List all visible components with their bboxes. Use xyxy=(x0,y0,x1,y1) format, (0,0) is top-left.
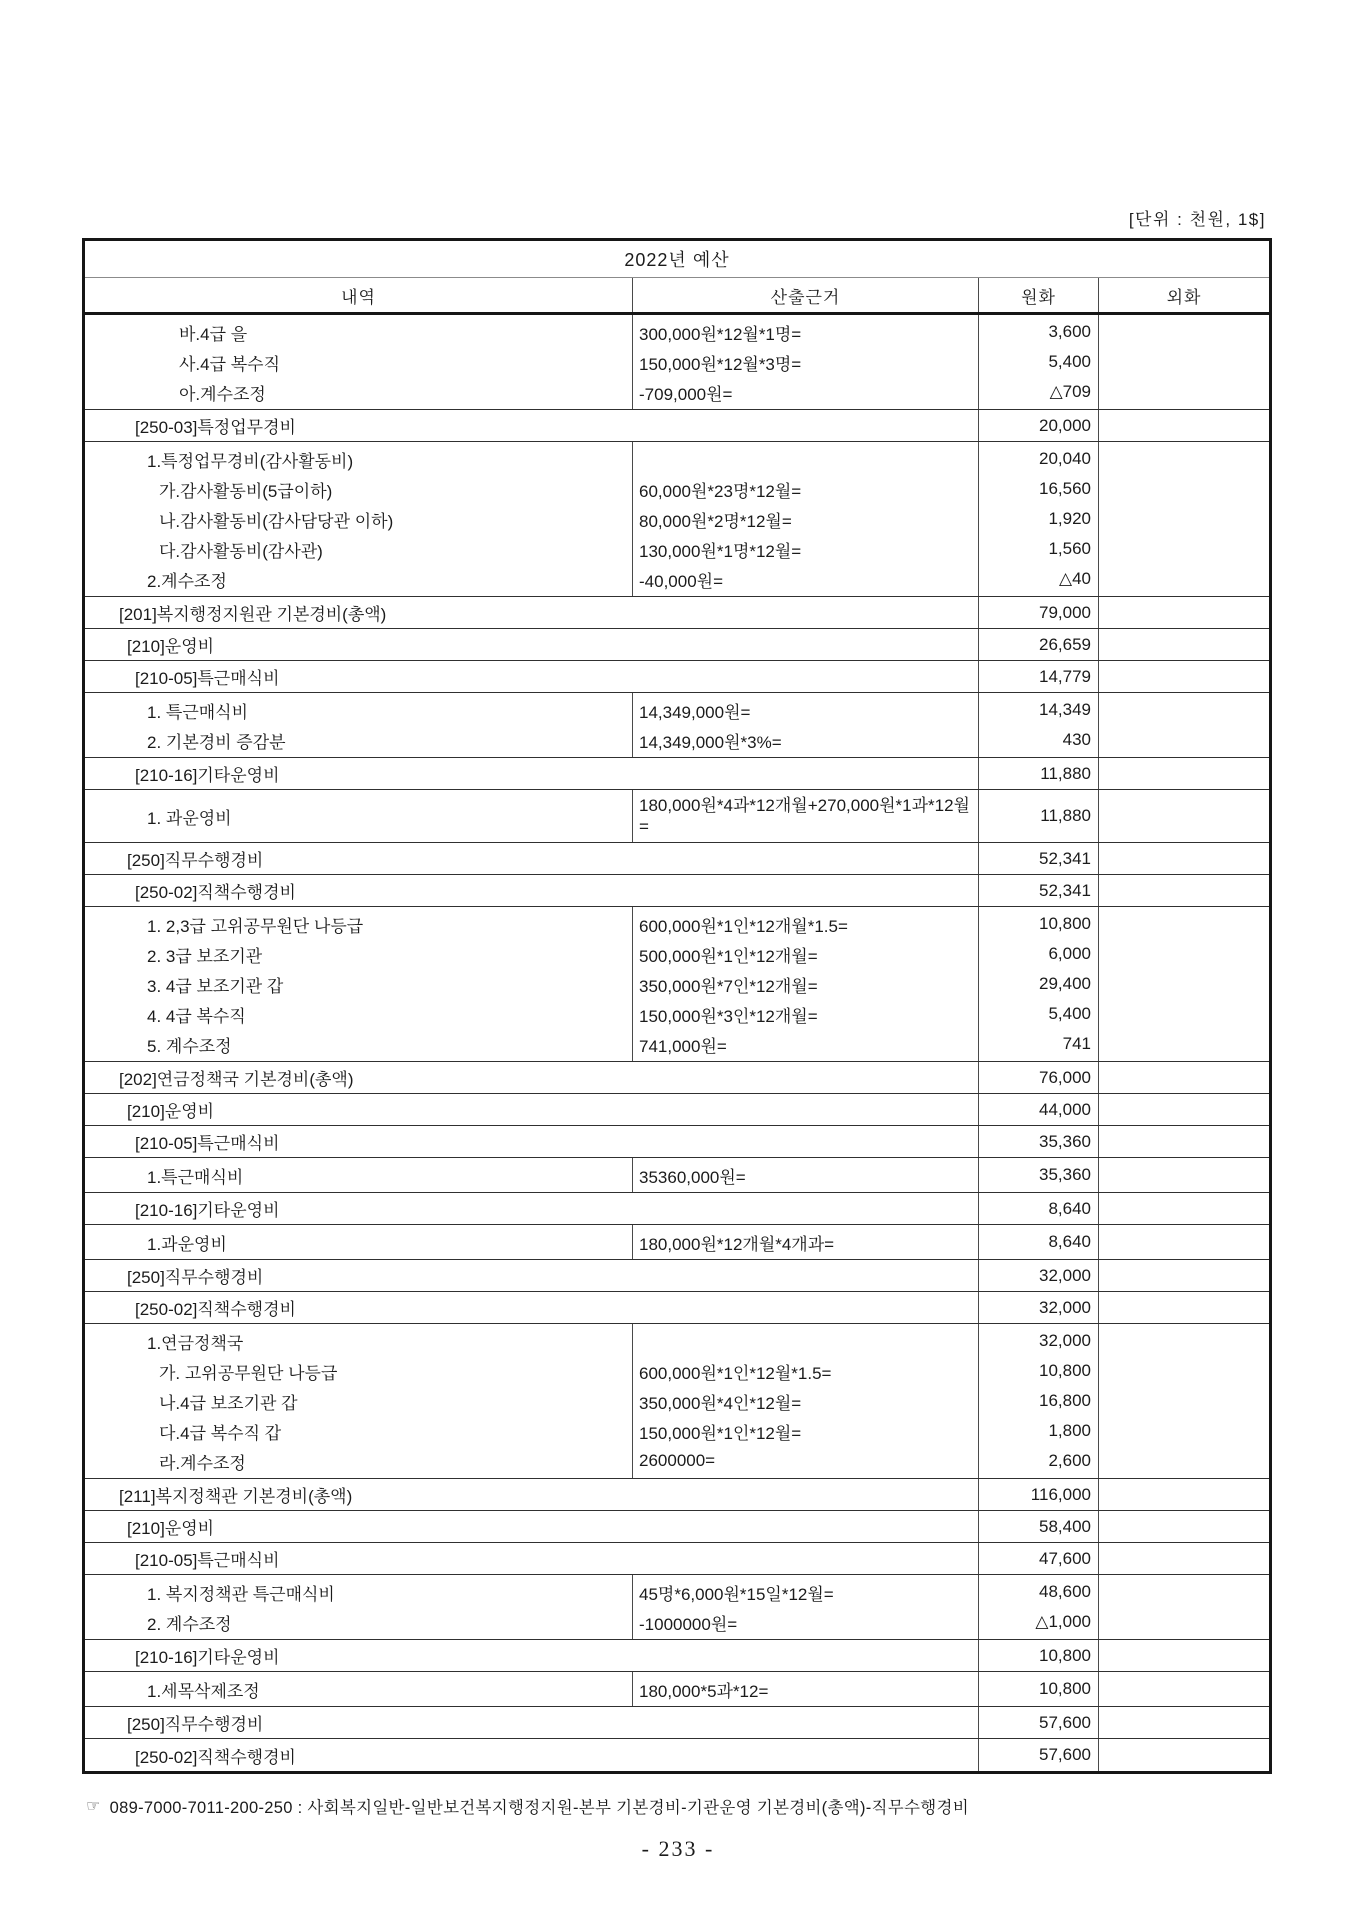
krw-line: 10,800 xyxy=(1039,1679,1091,1698)
krw-line: △1,000 xyxy=(1035,1612,1091,1631)
column-header-basis: 산출근거 xyxy=(633,278,979,312)
group-row xyxy=(85,1158,1269,1193)
section-label: [210-16]기타운영비 xyxy=(85,1640,979,1671)
section-label: [202]연금정책국 기본경비(총액) xyxy=(85,1062,979,1093)
fx-line xyxy=(1099,1607,1269,1637)
item-line: 1. 복지정책관 특근매식비 xyxy=(147,1584,335,1604)
section-label: [211]복지정책관 기본경비(총액) xyxy=(85,1479,979,1510)
fx-line xyxy=(1099,725,1269,755)
fx-cell xyxy=(1099,1739,1269,1771)
section-row xyxy=(85,661,1269,693)
krw-value: 52,341 xyxy=(979,875,1099,906)
krw-line: 48,600 xyxy=(1039,1582,1091,1601)
basis-column xyxy=(633,1672,979,1706)
fx-cell xyxy=(1099,1640,1269,1671)
krw-value: 44,000 xyxy=(979,1094,1099,1125)
calc-line xyxy=(633,1326,978,1356)
basis-column xyxy=(633,1324,979,1478)
calc-line: 2600000= xyxy=(639,1451,716,1470)
krw-line: △40 xyxy=(1059,569,1091,588)
calc-line xyxy=(633,444,978,474)
section-label: [210-05]특근매식비 xyxy=(85,1126,979,1157)
group-row xyxy=(85,1575,1269,1640)
section-row xyxy=(85,597,1269,629)
calc-line: -709,000원= xyxy=(639,384,733,404)
group-row xyxy=(85,1672,1269,1707)
calc-line: -40,000원= xyxy=(639,571,724,591)
krw-value: 32,000 xyxy=(979,1260,1099,1291)
krw-column xyxy=(979,1672,1099,1706)
krw-column xyxy=(979,693,1099,757)
group-row xyxy=(85,1225,1269,1260)
fx-line xyxy=(1099,1160,1269,1190)
fx-cell xyxy=(1099,875,1269,906)
item-line: 1.특근매식비 xyxy=(147,1167,244,1187)
krw-column xyxy=(979,1225,1099,1259)
krw-line: 741 xyxy=(1062,1034,1091,1053)
section-label: [250-03]특정업무경비 xyxy=(85,410,979,441)
section-row xyxy=(85,1543,1269,1575)
basis-column xyxy=(633,790,979,842)
item-column xyxy=(85,1324,633,1478)
section-row xyxy=(85,843,1269,875)
krw-column xyxy=(979,1575,1099,1639)
fx-column xyxy=(1099,1575,1269,1639)
section-row xyxy=(85,758,1269,790)
item-line: 사.4급 복수직 xyxy=(179,354,281,374)
group-row xyxy=(85,693,1269,758)
item-column xyxy=(85,315,633,409)
item-line: 라.계수조정 xyxy=(159,1453,246,1473)
item-line: 1. 과운영비 xyxy=(147,808,232,828)
section-row xyxy=(85,1126,1269,1158)
calc-line: 60,000원*23명*12월= xyxy=(639,481,802,501)
item-line: 나.감사활동비(감사담당관 이하) xyxy=(159,511,394,531)
fx-cell xyxy=(1099,661,1269,692)
krw-value: 26,659 xyxy=(979,629,1099,660)
fx-line xyxy=(1099,999,1269,1029)
fx-line xyxy=(1099,504,1269,534)
item-line: 가. 고위공무원단 나등급 xyxy=(159,1363,338,1383)
fx-line xyxy=(1099,377,1269,407)
fx-line xyxy=(1099,1577,1269,1607)
fx-line xyxy=(1099,1029,1269,1059)
krw-line: 1,920 xyxy=(1048,509,1091,528)
calc-line: 150,000원*3인*12개월= xyxy=(639,1006,818,1026)
page-number: - 233 - xyxy=(641,1836,715,1861)
krw-value: 10,800 xyxy=(979,1640,1099,1671)
calc-line: 150,000원*1인*12월= xyxy=(639,1423,802,1443)
fx-line xyxy=(1099,1227,1269,1257)
item-line: 3. 4급 보조기관 갑 xyxy=(147,976,284,996)
fx-line xyxy=(1099,695,1269,725)
section-row xyxy=(85,1707,1269,1739)
calc-line: 180,000*5과*12= xyxy=(639,1681,769,1701)
section-row xyxy=(85,1511,1269,1543)
item-line: 바.4급 을 xyxy=(179,324,248,344)
fx-cell xyxy=(1099,1260,1269,1291)
section-label: [250-02]직책수행경비 xyxy=(85,1739,979,1771)
krw-value: 32,000 xyxy=(979,1292,1099,1323)
fx-cell xyxy=(1099,597,1269,628)
krw-value: 8,640 xyxy=(979,1193,1099,1224)
krw-value: 35,360 xyxy=(979,1126,1099,1157)
item-column xyxy=(85,1575,633,1639)
fx-column xyxy=(1099,1225,1269,1259)
calc-line: 350,000원*4인*12월= xyxy=(639,1393,802,1413)
basis-column xyxy=(633,442,979,596)
krw-column xyxy=(979,790,1099,842)
section-label: [250-02]직책수행경비 xyxy=(85,1292,979,1323)
item-line: 4. 4급 복수직 xyxy=(147,1006,246,1026)
fx-column xyxy=(1099,442,1269,596)
calc-line: 180,000원*4과*12개월+270,000원*1과*12월= xyxy=(639,796,970,836)
item-column xyxy=(85,1225,633,1259)
fx-cell xyxy=(1099,843,1269,874)
fx-line xyxy=(1099,534,1269,564)
item-line: 1.연금정책국 xyxy=(147,1333,244,1353)
fx-cell xyxy=(1099,1707,1269,1738)
fx-column xyxy=(1099,790,1269,842)
calc-line: 180,000원*12개월*4개과= xyxy=(639,1234,835,1254)
fx-column xyxy=(1099,1158,1269,1192)
krw-line: 35,360 xyxy=(1039,1165,1091,1184)
item-line: 다.4급 복수직 갑 xyxy=(159,1423,282,1443)
krw-value: 79,000 xyxy=(979,597,1099,628)
section-label: [210]운영비 xyxy=(85,1511,979,1542)
fx-column xyxy=(1099,693,1269,757)
krw-column xyxy=(979,315,1099,409)
column-header-krw: 원화 xyxy=(979,278,1099,312)
section-label: [250]직무수행경비 xyxy=(85,843,979,874)
footnote xyxy=(86,1794,969,1818)
item-column xyxy=(85,442,633,596)
table-header-row xyxy=(85,278,1269,315)
item-line: 가.감사활동비(5급이하) xyxy=(159,481,333,501)
basis-column xyxy=(633,1225,979,1259)
krw-line: 3,600 xyxy=(1048,322,1091,341)
item-line: 1.과운영비 xyxy=(147,1234,227,1254)
fx-column xyxy=(1099,1672,1269,1706)
krw-line: 5,400 xyxy=(1048,1004,1091,1023)
basis-column xyxy=(633,1158,979,1192)
section-label: [210-05]특근매식비 xyxy=(85,1543,979,1574)
section-label: [210-05]특근매식비 xyxy=(85,661,979,692)
fx-line xyxy=(1099,1674,1269,1704)
fx-cell xyxy=(1099,758,1269,789)
fx-line xyxy=(1099,444,1269,474)
basis-column xyxy=(633,315,979,409)
section-row xyxy=(85,1094,1269,1126)
fx-cell xyxy=(1099,1094,1269,1125)
fx-line xyxy=(1099,474,1269,504)
fx-line xyxy=(1099,1416,1269,1446)
group-row xyxy=(85,1324,1269,1479)
fx-cell xyxy=(1099,629,1269,660)
item-column xyxy=(85,907,633,1061)
krw-line: 6,000 xyxy=(1048,944,1091,963)
krw-line: 2,600 xyxy=(1048,1451,1091,1470)
krw-value: 47,600 xyxy=(979,1543,1099,1574)
column-header-item: 내역 xyxy=(85,278,633,312)
fx-cell xyxy=(1099,1511,1269,1542)
item-column xyxy=(85,693,633,757)
section-row xyxy=(85,875,1269,907)
krw-line: 430 xyxy=(1062,730,1091,749)
krw-line: 32,000 xyxy=(1039,1331,1091,1350)
fx-cell xyxy=(1099,410,1269,441)
calc-line: 35360,000원= xyxy=(639,1167,746,1187)
krw-value: 11,880 xyxy=(979,758,1099,789)
krw-column xyxy=(979,442,1099,596)
krw-line: 8,640 xyxy=(1048,1232,1091,1251)
item-line: 1.세목삭제조정 xyxy=(147,1681,260,1701)
calc-line: 350,000원*7인*12개월= xyxy=(639,976,818,996)
section-label: [210]운영비 xyxy=(85,1094,979,1125)
item-line: 1.특정업무경비(감사활동비) xyxy=(147,451,354,471)
krw-line: 1,560 xyxy=(1048,539,1091,558)
krw-column xyxy=(979,1158,1099,1192)
item-column xyxy=(85,790,633,842)
fx-line xyxy=(1099,347,1269,377)
item-column xyxy=(85,1672,633,1706)
calc-line: 300,000원*12월*1명= xyxy=(639,324,802,344)
fx-line xyxy=(1099,792,1269,840)
section-label: [250-02]직책수행경비 xyxy=(85,875,979,906)
section-row xyxy=(85,1739,1269,1771)
group-row xyxy=(85,442,1269,597)
item-line: 2.계수조정 xyxy=(147,571,227,591)
fx-cell xyxy=(1099,1292,1269,1323)
fx-column xyxy=(1099,315,1269,409)
item-line: 2. 3급 보조기관 xyxy=(147,946,263,966)
krw-value: 76,000 xyxy=(979,1062,1099,1093)
krw-line: 1,800 xyxy=(1048,1421,1091,1440)
krw-value: 20,000 xyxy=(979,410,1099,441)
krw-value: 52,341 xyxy=(979,843,1099,874)
section-row xyxy=(85,1479,1269,1511)
item-line: 아.계수조정 xyxy=(179,384,266,404)
krw-line: △709 xyxy=(1049,382,1091,401)
budget-table xyxy=(82,238,1272,1774)
fx-cell xyxy=(1099,1543,1269,1574)
group-row xyxy=(85,790,1269,843)
item-line: 다.감사활동비(감사관) xyxy=(159,541,323,561)
basis-column xyxy=(633,907,979,1061)
section-label: [210-16]기타운영비 xyxy=(85,1193,979,1224)
section-label: [250]직무수행경비 xyxy=(85,1260,979,1291)
unit-note: [단위 : 천원, 1$] xyxy=(1128,210,1266,229)
calc-line: 14,349,000원*3%= xyxy=(639,732,782,752)
item-line: 2. 기본경비 증감분 xyxy=(147,732,286,752)
krw-line: 11,880 xyxy=(1040,806,1091,825)
krw-line: 20,040 xyxy=(1039,449,1091,468)
krw-line: 16,800 xyxy=(1039,1391,1091,1410)
section-label: [210-16]기타운영비 xyxy=(85,758,979,789)
calc-line: 45명*6,000원*15일*12월= xyxy=(639,1584,834,1604)
section-row xyxy=(85,1292,1269,1324)
pointing-hand-icon: ☞ xyxy=(86,1798,101,1815)
calc-line: -1000000원= xyxy=(639,1614,738,1634)
fx-line xyxy=(1099,1326,1269,1356)
group-row xyxy=(85,315,1269,410)
item-column xyxy=(85,1158,633,1192)
krw-column xyxy=(979,907,1099,1061)
table-title: 2022년 예산 xyxy=(85,241,1269,278)
section-row xyxy=(85,1260,1269,1292)
fx-line xyxy=(1099,317,1269,347)
krw-value: 58,400 xyxy=(979,1511,1099,1542)
calc-line: 600,000원*1인*12개월*1.5= xyxy=(639,916,848,936)
item-line: 2. 계수조정 xyxy=(147,1614,232,1634)
krw-value: 57,600 xyxy=(979,1707,1099,1738)
section-row xyxy=(85,629,1269,661)
section-row xyxy=(85,1193,1269,1225)
item-line: 1. 2,3급 고위공무원단 나등급 xyxy=(147,916,364,936)
calc-line: 500,000원*1인*12개월= xyxy=(639,946,818,966)
fx-cell xyxy=(1099,1479,1269,1510)
item-line: 나.4급 보조기관 갑 xyxy=(159,1393,298,1413)
fx-line xyxy=(1099,1356,1269,1386)
fx-cell xyxy=(1099,1193,1269,1224)
krw-line: 10,800 xyxy=(1039,1361,1091,1380)
group-row xyxy=(85,907,1269,1062)
fx-cell xyxy=(1099,1062,1269,1093)
fx-line xyxy=(1099,939,1269,969)
calc-line: 150,000원*12월*3명= xyxy=(639,354,802,374)
section-label: [201]복지행정지원관 기본경비(총액) xyxy=(85,597,979,628)
section-row xyxy=(85,1062,1269,1094)
calc-line: 14,349,000원= xyxy=(639,702,751,722)
krw-value: 57,600 xyxy=(979,1739,1099,1771)
fx-column xyxy=(1099,907,1269,1061)
calc-line: 741,000원= xyxy=(639,1036,727,1056)
fx-line xyxy=(1099,1446,1269,1476)
krw-line: 16,560 xyxy=(1039,479,1091,498)
section-label: [250]직무수행경비 xyxy=(85,1707,979,1738)
item-line: 1. 특근매식비 xyxy=(147,702,249,722)
fx-line xyxy=(1099,969,1269,999)
fx-cell xyxy=(1099,1126,1269,1157)
fx-line xyxy=(1099,1386,1269,1416)
krw-value: 14,779 xyxy=(979,661,1099,692)
basis-column xyxy=(633,693,979,757)
budget-table-body xyxy=(85,315,1269,1771)
section-label: [210]운영비 xyxy=(85,629,979,660)
footnote-text: 089-7000-7011-200-250 : 사회복지일반-일반보건복지행정지원-본부 기본경비-기관운영 기본경비(총액)-직무수행경비 xyxy=(109,1799,969,1817)
krw-line: 29,400 xyxy=(1039,974,1091,993)
krw-value: 116,000 xyxy=(979,1479,1099,1510)
section-row xyxy=(85,410,1269,442)
krw-column xyxy=(979,1324,1099,1478)
column-header-fx: 외화 xyxy=(1166,287,1202,307)
fx-column xyxy=(1099,1324,1269,1478)
krw-line: 10,800 xyxy=(1039,914,1091,933)
calc-line: 130,000원*1명*12월= xyxy=(639,541,802,561)
basis-column xyxy=(633,1575,979,1639)
fx-line xyxy=(1099,564,1269,594)
krw-line: 5,400 xyxy=(1048,352,1091,371)
calc-line: 600,000원*1인*12월*1.5= xyxy=(639,1363,832,1383)
fx-line xyxy=(1099,909,1269,939)
krw-line: 14,349 xyxy=(1039,700,1091,719)
calc-line: 80,000원*2명*12월= xyxy=(639,511,792,531)
item-line: 5. 계수조정 xyxy=(147,1036,232,1056)
section-row xyxy=(85,1640,1269,1672)
